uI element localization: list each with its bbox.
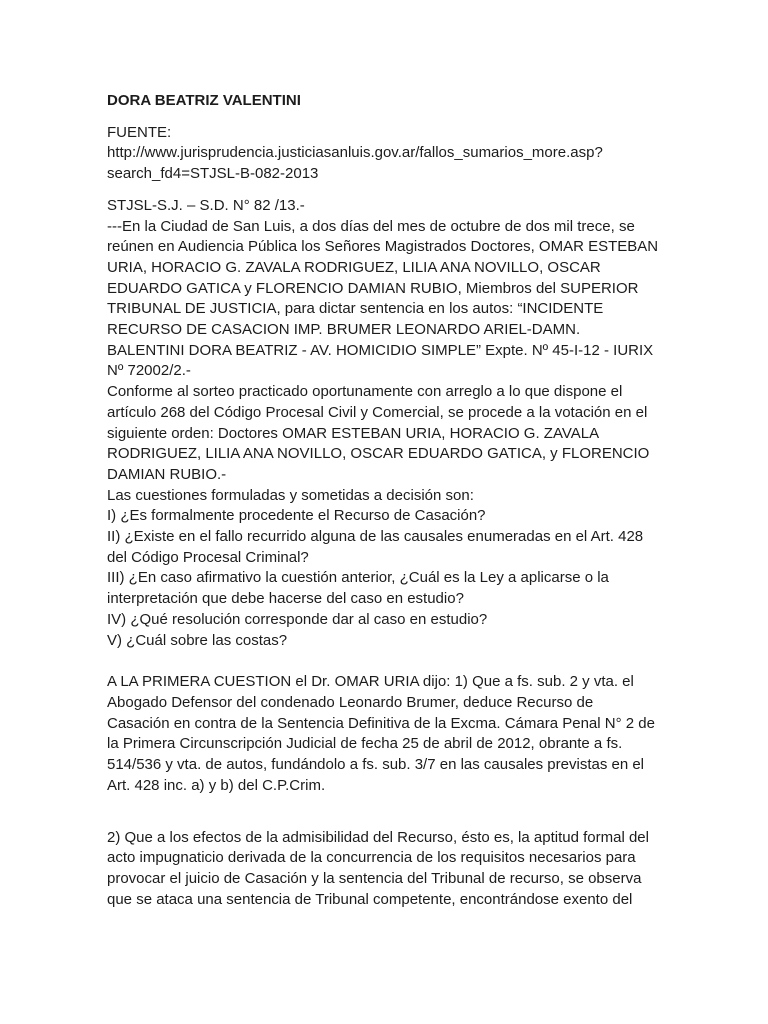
header-reference: STJSL-S.J. – S.D. N° 82 /13.- (107, 196, 305, 214)
paragraph-1 (107, 217, 667, 652)
text-line: DAMIAN RUBIO.- (107, 465, 227, 483)
text-line: Casación en contra de la Sentencia Definitiva de la Excma. Cámara Penal N° 2 de (107, 714, 655, 732)
spacer (107, 185, 667, 196)
text-line: TRIBUNAL DE JUSTICIA, para dictar sentencia en los autos: “INCIDENTE (107, 300, 604, 318)
text-line: IV) ¿Qué resolución corresponde dar al caso en estudio? (107, 610, 488, 628)
text-line: del Código Procesal Criminal? (107, 548, 309, 566)
document-title: DORA BEATRIZ VALENTINI (107, 92, 301, 109)
text-line: II) ¿Existe en el fallo recurrido alguna de las causales enumeradas en el Art. 428 (107, 528, 644, 546)
text-line: EDUARDO GATICA y FLORENCIO DAMIAN RUBIO, Miembros del SUPERIOR (107, 279, 639, 297)
text-line: siguiente orden: Doctores OMAR ESTEBAN URIA, HORACIO G. ZAVALA (107, 424, 600, 442)
text-line: 2) Que a los efectos de la admisibilidad del Recurso, ésto es, la aptitud formal del (107, 828, 649, 846)
text-line: acto impugnaticio derivada de la concurrencia de los requisitos necesarios para (107, 849, 636, 867)
text-line: reúnen en Audiencia Pública los Señores Magistrados Doctores, OMAR ESTEBAN (107, 238, 659, 256)
text-line: Abogado Defensor del condenado Leonardo Brumer, deduce Recurso de (107, 693, 594, 711)
text-line: ---En la Ciudad de San Luis, a dos días del mes de octubre de dos mil trece, se (107, 217, 635, 235)
text-line: Conforme al sorteo practicado oportunamente con arreglo a lo que dispone el (107, 383, 623, 401)
text-line: la Primera Circunscripción Judicial de fecha 25 de abril de 2012, obrante a fs. (107, 735, 623, 753)
text-line: Art. 428 inc. a) y b) del C.P.Crim. (107, 776, 326, 794)
text-line: I) ¿Es formalmente procedente el Recurso de Casación? (107, 507, 486, 525)
text-line: BALENTINI DORA BEATRIZ - AV. HOMICIDIO SIMPLE” Expte. Nº 45-I-12 - IURIX (107, 341, 654, 359)
spacer (107, 797, 667, 828)
text-line: URIA, HORACIO G. ZAVALA RODRIGUEZ, LILIA ANA NOVILLO, OSCAR (107, 258, 601, 276)
text-line: A LA PRIMERA CUESTION el Dr. OMAR URIA dijo: 1) Que a fs. sub. 2 y vta. el (107, 673, 634, 691)
paragraph-3 (107, 828, 667, 911)
text-line: Nº 72002/2.- (107, 362, 191, 380)
text-line: V) ¿Cuál sobre las costas? (107, 631, 288, 649)
source-label: FUENTE: (107, 123, 172, 141)
document-page (107, 91, 667, 910)
text-line: provocar el juicio de Casación y la sentencia del Tribunal de recurso, se observa (107, 869, 642, 887)
text-line: 514/536 y vta. de autos, fundándolo a fs. sub. 3/7 en las causales previstas en el (107, 756, 645, 774)
spacer (107, 112, 667, 123)
text-line: Las cuestiones formuladas y sometidas a decisión son: (107, 486, 474, 504)
text-line: III) ¿En caso afirmativo la cuestión anterior, ¿Cuál es la Ley a aplicarse o la (107, 569, 609, 587)
sentence-body (107, 196, 667, 651)
source-block (107, 123, 667, 185)
text-line: interpretación que debe hacerse del caso en estudio? (107, 590, 464, 608)
text-line: RECURSO DE CASACION IMP. BRUMER LEONARDO ARIEL-DAMN. (107, 321, 581, 339)
source-url-line-1: http://www.jurisprudencia.justiciasanluis.gov.ar/fallos_sumarios_more.asp? (107, 144, 603, 162)
spacer (107, 651, 667, 672)
text-line: que se ataca una sentencia de Tribunal competente, encontrándose exento del (107, 890, 633, 908)
paragraph-2 (107, 672, 667, 796)
source-url-line-2: search_fd4=STJSL-B-082-2013 (107, 165, 319, 183)
text-line: RODRIGUEZ, LILIA ANA NOVILLO, OSCAR EDUARDO GATICA, y FLORENCIO (107, 445, 650, 463)
text-line: artículo 268 del Código Procesal Civil y Comercial, se procede a la votación en el (107, 403, 648, 421)
